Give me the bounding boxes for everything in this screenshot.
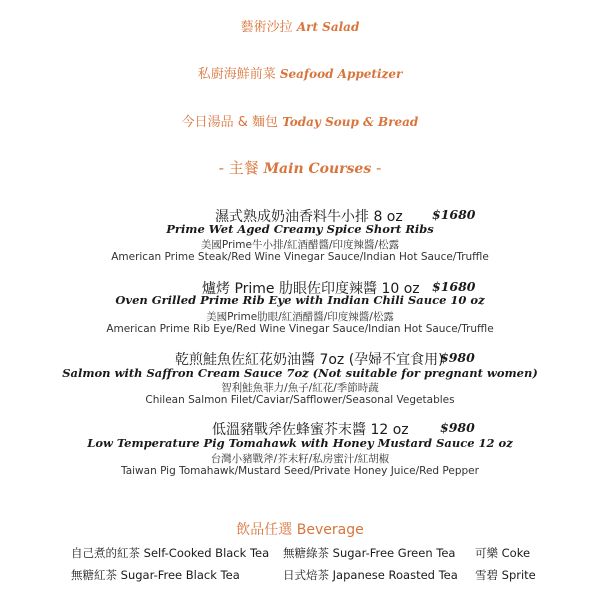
course-seafood-appetizer xyxy=(0,63,600,82)
dish-ingredients-en: American Prime Rib Eye/Red Wine Vinegar Sauce/Indian Hot Sauce/Truffle xyxy=(106,323,494,335)
course-en: Art Salad xyxy=(296,20,360,34)
beverage-item: 自己煮的紅茶 Self-Cooked Black Tea xyxy=(71,546,270,560)
dish-ingredients-cn: 美國Prime肋眼/紅酒醋醬/印度辣醬/松露 xyxy=(206,311,394,323)
beverage-item: 日式焙茶 Japanese Roasted Tea xyxy=(283,568,458,582)
dish-ingredients-cn: 智利鮭魚菲力/魚子/紅花/季節時蔬 xyxy=(221,382,379,394)
dish-name-en-text: Salmon with Saffron Cream Sauce 7oz (Not suitable for pregnant women) xyxy=(62,366,538,380)
course-en: Seafood Appetizer xyxy=(279,67,403,81)
dish-name-cn: 濕式熟成奶油香料牛小排 8 oz xyxy=(215,209,403,225)
dish-price: $980 xyxy=(440,420,475,435)
main-header-en: Main Courses xyxy=(263,161,372,177)
course-en: Today Soup & Bread xyxy=(282,115,419,129)
beverage-item: 可樂 Coke xyxy=(475,546,531,560)
course-art-salad xyxy=(0,16,600,35)
dish-name-cn: 乾煎鮭魚佐紅花奶油醬 7oz (孕婦不宜食用) xyxy=(175,352,444,368)
main-header-suffix: - xyxy=(371,159,382,177)
dish-price: $1680 xyxy=(432,207,476,222)
beverage-item: 無糖紅茶 Sugar-Free Black Tea xyxy=(71,568,240,582)
beverage-item: 雪碧 Sprite xyxy=(475,568,536,582)
dish-name-cn: 低溫豬戰斧佐蜂蜜芥末醬 12 oz xyxy=(212,422,409,438)
dish-name-en xyxy=(0,366,600,380)
dish-ingredients-en: Chilean Salmon Filet/Caviar/Safflower/Seasonal Vegetables xyxy=(145,394,455,406)
course-cn: 今日湯品 & 麵包 xyxy=(181,115,279,130)
main-header-cn: - 主餐 xyxy=(218,159,259,177)
main-courses-header xyxy=(0,157,600,178)
dish-ingredients-cn: 台灣小豬戰斧/芥末籽/私房蜜汁/紅胡椒 xyxy=(210,453,390,465)
dish-name-en-text: Oven Grilled Prime Rib Eye with Indian Chili Sauce 10 oz xyxy=(115,293,485,307)
dish-name-en xyxy=(0,436,600,450)
beverage-item: 無糖綠茶 Sugar-Free Green Tea xyxy=(283,546,456,560)
course-cn: 藝術沙拉 xyxy=(240,20,293,35)
dish-name-en-text: Prime Wet Aged Creamy Spice Short Ribs xyxy=(166,222,434,236)
dish-name-en-text: Low Temperature Pig Tomahawk with Honey Mustard Sauce 12 oz xyxy=(87,436,513,450)
course-soup-bread xyxy=(0,111,600,130)
dish-name-en xyxy=(0,222,600,236)
dish-ingredients-en: American Prime Steak/Red Wine Vinegar Sauce/Indian Hot Sauce/Truffle xyxy=(111,251,489,263)
dish-price: $980 xyxy=(440,350,475,365)
dish-name-en xyxy=(0,293,600,307)
dish-price: $1680 xyxy=(432,279,476,294)
dish-ingredients-cn: 美國Prime牛小排/紅酒醋醬/印度辣醬/松露 xyxy=(200,239,400,251)
course-cn: 私廚海鮮前菜 xyxy=(197,67,276,82)
dish-name-cn: 爐烤 Prime 肋眼佐印度辣醬 10 oz xyxy=(202,281,420,297)
dish-ingredients-en: Taiwan Pig Tomahawk/Mustard Seed/Private Honey Juice/Red Pepper xyxy=(121,465,479,477)
beverage-title: 飲品任選 Beverage xyxy=(236,522,364,538)
